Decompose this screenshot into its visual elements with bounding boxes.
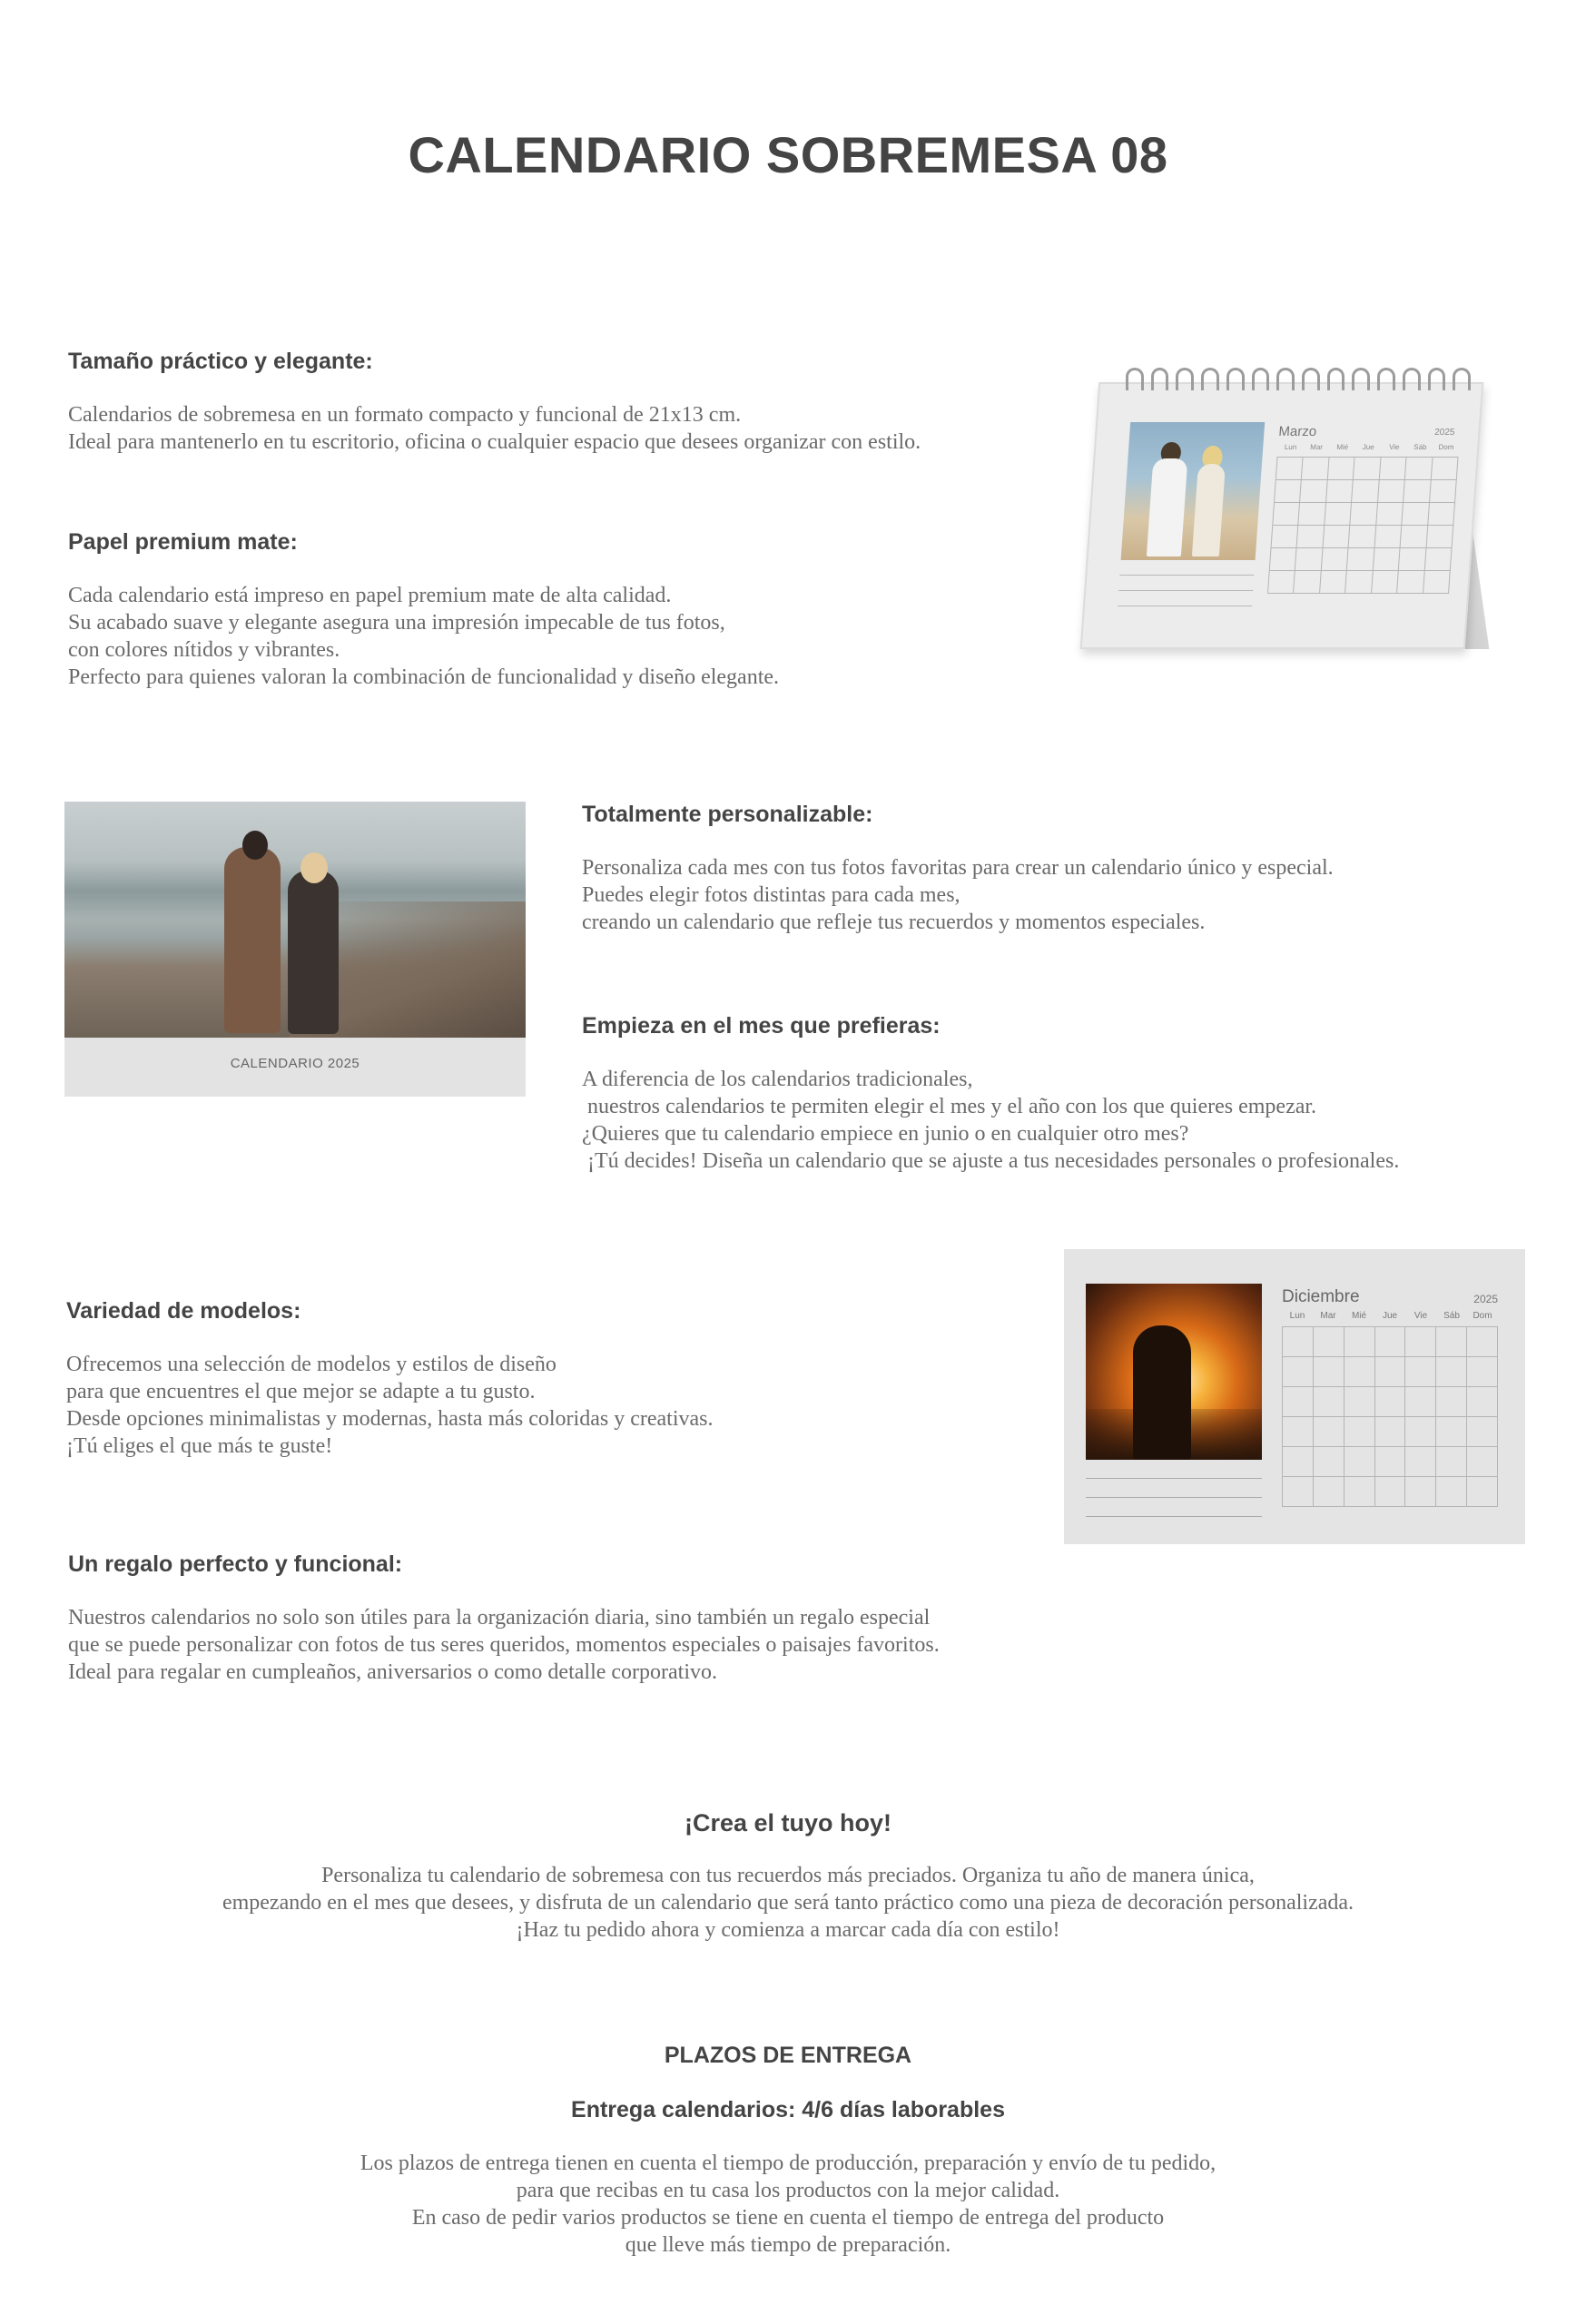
- text-line: Personaliza cada mes con tus fotos favoritas para crear un calendario único y especial.: [582, 856, 1334, 880]
- couple-photo: [1121, 422, 1266, 560]
- section-text-size: [68, 401, 921, 456]
- sunset-calendar-image: [1064, 1249, 1525, 1544]
- section-heading-custom: Totalmente personalizable:: [582, 802, 873, 827]
- delivery-subheading: Entrega calendarios: 4/6 días laborables: [571, 2097, 1005, 2122]
- weekday-row: [1282, 1311, 1498, 1321]
- text-line: con colores nítidos y vibrantes.: [68, 638, 340, 662]
- month-name: Marzo: [1277, 424, 1317, 439]
- weekday: Sáb: [1413, 443, 1427, 451]
- month-grid: [1282, 1287, 1498, 1507]
- weekday-row: [1277, 443, 1460, 451]
- day-grid: [1267, 457, 1459, 594]
- weekday: Dom: [1438, 443, 1454, 451]
- text-line: que lleve más tiempo de preparación.: [625, 2233, 951, 2257]
- text-line: para que encuentres el que mejor se adapte a tu gusto.: [66, 1380, 536, 1403]
- weekday: Mar: [1320, 1311, 1336, 1321]
- weekday: Lun: [1289, 1311, 1305, 1321]
- text-line: creando un calendario que refleje tus recuerdos y momentos especiales.: [582, 911, 1206, 934]
- delivery-heading: PLAZOS DE ENTREGA: [664, 2043, 912, 2068]
- section-heading-size: Tamaño práctico y elegante:: [68, 349, 373, 374]
- section-heading-paper: Papel premium mate:: [68, 529, 298, 555]
- page-title: CALENDARIO SOBREMESA 08: [408, 126, 1168, 183]
- month-year: 2025: [1473, 1293, 1498, 1305]
- text-line: Ideal para mantenerlo en tu escritorio, oficina o cualquier espacio que desees organizar con estilo.: [68, 430, 921, 454]
- section-text-start: [582, 1066, 1399, 1175]
- month-name: Diciembre: [1282, 1287, 1360, 1306]
- spiral-binding: [1126, 368, 1471, 395]
- beach-calendar-image: [64, 802, 526, 1097]
- text-line: A diferencia de los calendarios tradicionales,: [582, 1068, 973, 1091]
- weekday: Mié: [1351, 1311, 1367, 1321]
- text-line: Desde opciones minimalistas y modernas, hasta más coloridas y creativas.: [66, 1407, 714, 1431]
- delivery-text: [0, 2150, 1576, 2259]
- text-line: ¿Quieres que tu calendario empiece en junio o en cualquier otro mes?: [582, 1122, 1189, 1146]
- section-text-gift: [68, 1604, 940, 1686]
- calendar-page: [1080, 382, 1484, 649]
- text-line: ¡Tú decides! Diseña un calendario que se ajuste a tus necesidades personales o profesionales.: [582, 1149, 1400, 1173]
- sunset-photo: [1086, 1284, 1262, 1460]
- section-text-paper: [68, 582, 779, 691]
- text-line: Personaliza tu calendario de sobremesa con tus recuerdos más preciados. Organiza tu año de manera única,: [321, 1864, 1255, 1887]
- text-line: que se puede personalizar con fotos de tus seres queridos, momentos especiales o paisajes favoritos.: [68, 1633, 940, 1657]
- text-line: Puedes elegir fotos distintas para cada mes,: [582, 883, 960, 907]
- text-line: Cada calendario está impreso en papel premium mate de alta calidad.: [68, 584, 672, 607]
- month-year: 2025: [1433, 428, 1455, 438]
- cta-heading: ¡Crea el tuyo hoy!: [684, 1809, 892, 1837]
- calendar-caption: CALENDARIO 2025: [230, 1056, 360, 1071]
- text-line: Calendarios de sobremesa en un formato compacto y funcional de 21x13 cm.: [68, 403, 742, 427]
- text-line: Ideal para regalar en cumpleaños, aniversarios o como detalle corporativo.: [68, 1660, 718, 1684]
- text-line: Su acabado suave y elegante asegura una impresión impecable de tus fotos,: [68, 611, 725, 635]
- text-line: para que recibas en tu casa los productos con la mejor calidad.: [516, 2179, 1060, 2202]
- section-heading-start: Empieza en el mes que prefieras:: [582, 1013, 941, 1039]
- text-line: Nuestros calendarios no solo son útiles para la organización diaria, sino también un regalo especial: [68, 1606, 931, 1630]
- cta-text: [0, 1862, 1576, 1944]
- text-line: Los plazos de entrega tienen en cuenta el tiempo de producción, preparación y envío de tu pedido,: [360, 2152, 1216, 2175]
- text-line: empezando en el mes que desees, y disfruta de un calendario que será tanto práctico como una pieza de decoración personalizada.: [222, 1891, 1354, 1915]
- weekday: Jue: [1362, 443, 1375, 451]
- section-heading-models: Variedad de modelos:: [66, 1298, 301, 1324]
- weekday: Lun: [1284, 443, 1297, 451]
- section-text-models: [66, 1351, 713, 1460]
- notes-lines: [1117, 575, 1255, 621]
- section-heading-gift: Un regalo perfecto y funcional:: [68, 1551, 403, 1577]
- weekday: Vie: [1388, 443, 1400, 451]
- text-line: Ofrecemos una selección de modelos y estilos de diseño: [66, 1353, 557, 1376]
- weekday: Sáb: [1443, 1311, 1460, 1321]
- beach-photo: [64, 802, 526, 1038]
- text-line: ¡Tú eliges el que más te guste!: [66, 1434, 333, 1458]
- weekday: Mié: [1335, 443, 1349, 451]
- month-grid: [1267, 424, 1461, 594]
- section-text-custom: [582, 854, 1334, 936]
- text-line: nuestros calendarios te permiten elegir el mes y el año con los que quieres empezar.: [582, 1095, 1317, 1118]
- weekday: Dom: [1473, 1311, 1492, 1321]
- weekday: Vie: [1413, 1311, 1428, 1321]
- notes-lines: [1086, 1478, 1262, 1535]
- desk-calendar-image: [1080, 368, 1525, 667]
- weekday: Jue: [1382, 1311, 1398, 1321]
- text-line: ¡Haz tu pedido ahora y comienza a marcar cada día con estilo!: [516, 1918, 1060, 1942]
- text-line: Perfecto para quienes valoran la combinación de funcionalidad y diseño elegante.: [68, 665, 780, 689]
- day-grid: [1282, 1326, 1498, 1507]
- text-line: En caso de pedir varios productos se tiene en cuenta el tiempo de entrega del producto: [411, 2206, 1165, 2230]
- weekday: Mar: [1309, 443, 1324, 451]
